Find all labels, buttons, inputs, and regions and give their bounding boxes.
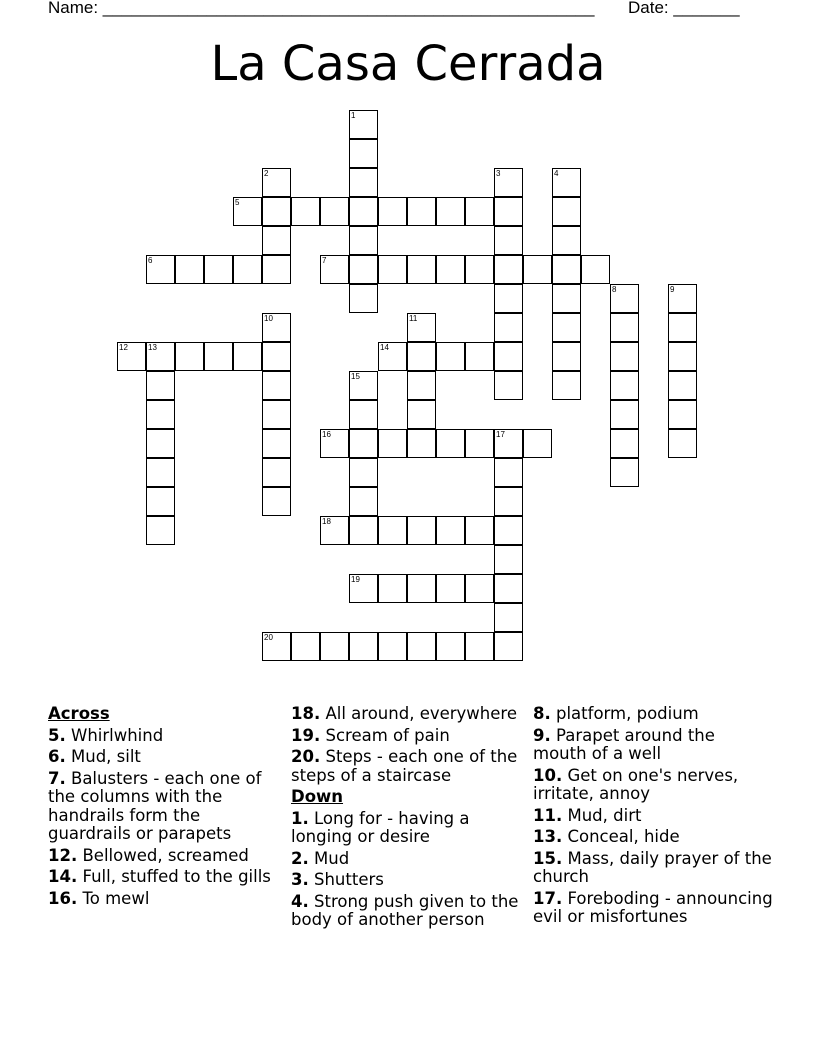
grid-cell[interactable] — [233, 342, 262, 371]
clue-number: 5. — [48, 725, 66, 745]
cell-number: 17 — [496, 430, 505, 439]
grid-cell[interactable] — [262, 458, 291, 487]
grid-cell[interactable] — [552, 197, 581, 226]
grid-cell[interactable] — [494, 603, 523, 632]
grid-cell[interactable] — [262, 400, 291, 429]
clue-number: 4. — [291, 891, 309, 911]
clue-item — [48, 847, 283, 866]
grid-cell[interactable] — [494, 632, 523, 661]
date-field-label[interactable]: Date: _______ — [628, 0, 740, 17]
clue-item — [533, 828, 773, 847]
grid-cell[interactable] — [436, 429, 465, 458]
clue-text: Mud — [314, 848, 350, 868]
grid-cell[interactable] — [349, 284, 378, 313]
grid-cell[interactable] — [436, 632, 465, 661]
cell-number: 1 — [351, 111, 356, 120]
grid-cell[interactable] — [349, 400, 378, 429]
grid-cell[interactable] — [262, 255, 291, 284]
clue-item — [533, 850, 773, 887]
grid-cell[interactable] — [465, 632, 494, 661]
grid-cell[interactable] — [610, 342, 639, 371]
clue-text: Steps - each one of the steps of a staircase — [291, 747, 518, 785]
grid-cell[interactable] — [668, 284, 697, 313]
clue-number: 13. — [533, 827, 563, 846]
grid-cell[interactable] — [494, 371, 523, 400]
grid-cell[interactable] — [117, 342, 146, 371]
clue-item — [291, 850, 531, 869]
grid-cell[interactable] — [610, 458, 639, 487]
grid-cell[interactable] — [494, 574, 523, 603]
clue-item — [291, 871, 531, 890]
clue-text: Bellowed, screamed — [82, 845, 249, 865]
clue-number: 11. — [533, 805, 563, 825]
grid-cell[interactable] — [378, 632, 407, 661]
clue-item — [291, 748, 531, 785]
clue-text: To mewl — [82, 888, 150, 908]
grid-cell[interactable] — [465, 255, 494, 284]
name-field-label[interactable]: Name: ____________________________________________________ — [48, 0, 595, 17]
grid-cell[interactable] — [436, 255, 465, 284]
grid-cell[interactable] — [378, 342, 407, 371]
grid-cell[interactable] — [320, 255, 349, 284]
grid-cell[interactable] — [146, 400, 175, 429]
grid-cell[interactable] — [407, 400, 436, 429]
grid-cell[interactable] — [320, 197, 349, 226]
clue-number: 1. — [291, 808, 309, 828]
grid-cell[interactable] — [378, 197, 407, 226]
grid-cell[interactable] — [494, 313, 523, 342]
grid-cell[interactable] — [407, 516, 436, 545]
grid-cell[interactable] — [146, 429, 175, 458]
grid-cell[interactable] — [146, 516, 175, 545]
grid-cell[interactable] — [378, 429, 407, 458]
clue-number: 12. — [48, 845, 78, 865]
grid-cell[interactable] — [262, 226, 291, 255]
grid-cell[interactable] — [494, 487, 523, 516]
cell-number: 3 — [496, 169, 501, 178]
grid-cell[interactable] — [291, 197, 320, 226]
grid-cell[interactable] — [494, 255, 523, 284]
cell-number: 13 — [148, 343, 157, 352]
grid-cell[interactable] — [349, 197, 378, 226]
grid-cell[interactable] — [320, 632, 349, 661]
clue-item — [533, 767, 773, 804]
grid-cell[interactable] — [262, 429, 291, 458]
clue-number: 8. — [533, 704, 551, 723]
clue-number: 15. — [533, 848, 563, 868]
grid-cell[interactable] — [349, 255, 378, 284]
grid-cell[interactable] — [610, 284, 639, 313]
across-heading: Across — [48, 704, 110, 723]
grid-cell[interactable] — [407, 429, 436, 458]
grid-cell[interactable] — [610, 429, 639, 458]
cell-number: 18 — [322, 517, 331, 526]
clue-number: 10. — [533, 765, 563, 785]
cell-number: 20 — [264, 633, 273, 642]
grid-cell[interactable] — [320, 429, 349, 458]
grid-cell[interactable] — [349, 429, 378, 458]
grid-cell[interactable] — [378, 516, 407, 545]
clue-text: Mud, dirt — [567, 805, 642, 825]
grid-cell[interactable] — [581, 255, 610, 284]
cell-number: 9 — [670, 285, 675, 294]
clue-item — [533, 807, 773, 826]
grid-cell[interactable] — [146, 487, 175, 516]
cell-number: 15 — [351, 372, 360, 381]
grid-cell[interactable] — [204, 342, 233, 371]
grid-cell[interactable] — [610, 371, 639, 400]
grid-cell[interactable] — [349, 371, 378, 400]
grid-cell[interactable] — [494, 429, 523, 458]
clue-number: 20. — [291, 747, 321, 766]
clue-number: 7. — [48, 768, 66, 788]
clue-column-1 — [48, 702, 283, 908]
down-heading: Down — [291, 787, 344, 806]
cell-number: 4 — [554, 169, 559, 178]
grid-cell[interactable] — [552, 313, 581, 342]
clue-text: Parapet around the mouth of a well — [533, 725, 715, 763]
grid-cell[interactable] — [262, 168, 291, 197]
clue-column-2 — [291, 702, 531, 930]
grid-cell[interactable] — [552, 255, 581, 284]
grid-cell[interactable] — [349, 226, 378, 255]
grid-cell[interactable] — [552, 342, 581, 371]
cell-number: 11 — [409, 314, 418, 323]
clue-text: Whirlwhind — [71, 725, 164, 745]
grid-cell[interactable] — [349, 516, 378, 545]
grid-cell[interactable] — [378, 574, 407, 603]
grid-cell[interactable] — [494, 168, 523, 197]
grid-cell[interactable] — [552, 168, 581, 197]
grid-cell[interactable] — [349, 139, 378, 168]
grid-cell[interactable] — [436, 574, 465, 603]
clue-number: 17. — [533, 888, 563, 908]
clue-number: 2. — [291, 848, 309, 868]
clue-number: 19. — [291, 725, 321, 745]
clue-text: Scream of pain — [325, 725, 450, 745]
grid-cell[interactable] — [465, 197, 494, 226]
puzzle-title: La Casa Cerrada — [210, 36, 606, 92]
grid-cell[interactable] — [291, 632, 320, 661]
cell-number: 2 — [264, 169, 269, 178]
grid-cell[interactable] — [378, 255, 407, 284]
clue-number: 9. — [533, 725, 551, 745]
grid-cell[interactable] — [262, 632, 291, 661]
clue-text: Mud, silt — [71, 747, 141, 766]
clue-item — [533, 705, 773, 724]
clue-text: Long for - having a longing or desire — [291, 808, 470, 846]
grid-cell[interactable] — [494, 545, 523, 574]
grid-cell[interactable] — [262, 197, 291, 226]
cell-number: 6 — [148, 256, 153, 265]
clue-item — [291, 727, 531, 746]
grid-cell[interactable] — [349, 110, 378, 139]
grid-cell[interactable] — [407, 632, 436, 661]
clue-text: Full, stuffed to the gills — [82, 867, 271, 886]
cell-number: 16 — [322, 430, 331, 439]
grid-cell[interactable] — [494, 458, 523, 487]
grid-cell[interactable] — [349, 487, 378, 516]
grid-cell[interactable] — [523, 255, 552, 284]
clue-item — [48, 868, 283, 887]
cell-number: 19 — [351, 575, 360, 584]
grid-cell[interactable] — [233, 197, 262, 226]
grid-cell[interactable] — [465, 516, 494, 545]
grid-cell[interactable] — [349, 458, 378, 487]
clue-text: Shutters — [314, 870, 384, 889]
clue-item — [533, 890, 773, 927]
cell-number: 5 — [235, 198, 240, 207]
grid-cell[interactable] — [175, 255, 204, 284]
grid-cell[interactable] — [494, 197, 523, 226]
cell-number: 10 — [264, 314, 273, 323]
clue-item — [533, 727, 773, 764]
grid-cell[interactable] — [146, 255, 175, 284]
grid-cell[interactable] — [494, 226, 523, 255]
grid-cell[interactable] — [668, 371, 697, 400]
grid-cell[interactable] — [407, 371, 436, 400]
grid-cell[interactable] — [407, 313, 436, 342]
clue-text: Strong push given to the body of another person — [291, 891, 519, 929]
grid-cell[interactable] — [349, 574, 378, 603]
cell-number: 7 — [322, 256, 327, 265]
grid-cell[interactable] — [668, 429, 697, 458]
grid-cell[interactable] — [610, 313, 639, 342]
grid-cell[interactable] — [494, 516, 523, 545]
grid-cell[interactable] — [523, 429, 552, 458]
grid-cell[interactable] — [233, 255, 262, 284]
grid-cell[interactable] — [610, 400, 639, 429]
grid-cell[interactable] — [668, 400, 697, 429]
clue-text: Mass, daily prayer of the church — [533, 848, 772, 886]
grid-cell[interactable] — [407, 197, 436, 226]
grid-cell[interactable] — [436, 516, 465, 545]
grid-cell[interactable] — [204, 255, 233, 284]
clue-item — [48, 890, 283, 909]
grid-cell[interactable] — [146, 342, 175, 371]
grid-cell[interactable] — [552, 284, 581, 313]
clue-text: platform, podium — [556, 704, 699, 723]
clue-text: All around, everywhere — [325, 704, 517, 723]
clue-item — [48, 770, 283, 844]
clue-number: 16. — [48, 888, 78, 908]
grid-cell[interactable] — [436, 197, 465, 226]
cell-number: 12 — [119, 343, 128, 352]
grid-cell[interactable] — [668, 342, 697, 371]
clue-item — [48, 727, 283, 746]
clue-number: 18. — [291, 704, 321, 723]
grid-cell[interactable] — [494, 284, 523, 313]
grid-cell[interactable] — [146, 371, 175, 400]
grid-cell[interactable] — [349, 632, 378, 661]
grid-cell[interactable] — [494, 342, 523, 371]
clue-item — [291, 893, 531, 930]
grid-cell[interactable] — [465, 429, 494, 458]
clue-text: Balusters - each one of the columns with the handrails form the guardrails or parapets — [48, 768, 262, 843]
grid-cell[interactable] — [146, 458, 175, 487]
clue-item — [291, 810, 531, 847]
clue-text: Conceal, hide — [567, 827, 680, 846]
grid-cell[interactable] — [262, 371, 291, 400]
clue-number: 3. — [291, 870, 309, 889]
grid-cell[interactable] — [668, 313, 697, 342]
clue-item — [48, 748, 283, 767]
grid-cell[interactable] — [552, 226, 581, 255]
clue-item — [291, 705, 531, 724]
grid-cell[interactable] — [552, 371, 581, 400]
clue-text: Get on one's nerves, irritate, annoy — [533, 765, 739, 803]
grid-cell[interactable] — [407, 574, 436, 603]
grid-cell[interactable] — [262, 342, 291, 371]
grid-cell[interactable] — [349, 168, 378, 197]
grid-cell[interactable] — [175, 342, 204, 371]
clue-number: 14. — [48, 867, 78, 886]
grid-cell[interactable] — [262, 313, 291, 342]
clue-number: 6. — [48, 747, 66, 766]
grid-cell[interactable] — [407, 342, 436, 371]
cell-number: 14 — [380, 343, 389, 352]
clue-text: Foreboding - announcing evil or misfortunes — [533, 888, 773, 926]
grid-cell[interactable] — [320, 516, 349, 545]
grid-cell[interactable] — [465, 342, 494, 371]
grid-cell[interactable] — [262, 487, 291, 516]
grid-cell[interactable] — [407, 255, 436, 284]
grid-cell[interactable] — [436, 342, 465, 371]
cell-number: 8 — [612, 285, 617, 294]
grid-cell[interactable] — [465, 574, 494, 603]
clue-column-3 — [533, 702, 773, 927]
